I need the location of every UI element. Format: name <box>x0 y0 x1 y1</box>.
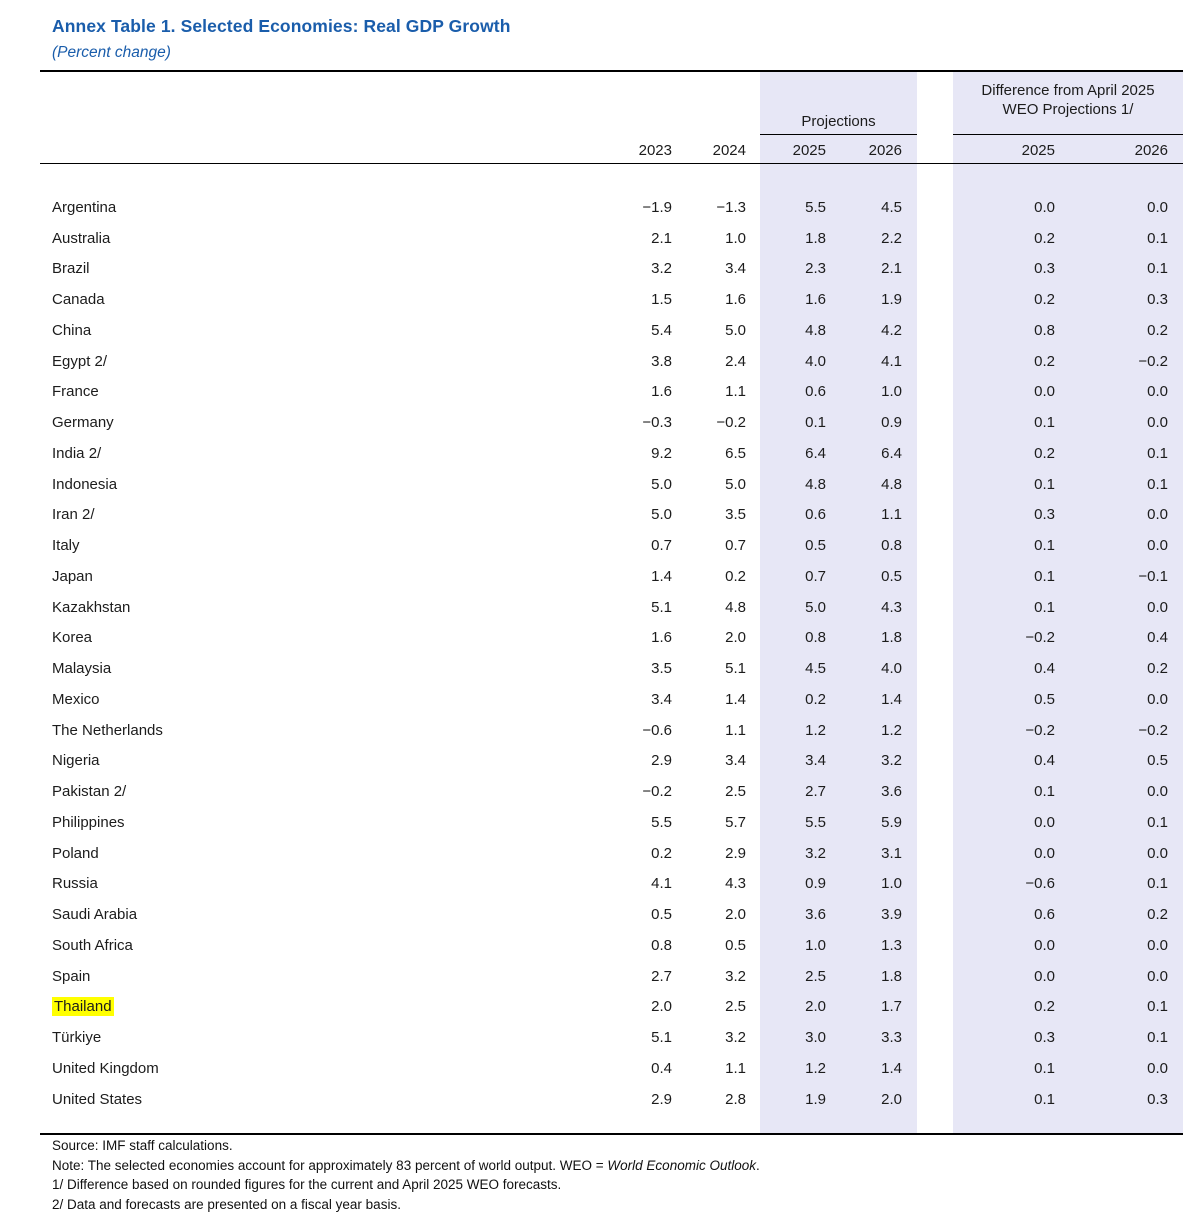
country-cell <box>40 906 480 923</box>
value-cell: 1.2 <box>805 1059 826 1077</box>
country-label: Argentina <box>52 198 117 216</box>
table-row <box>40 284 1183 315</box>
value-cell: 0.0 <box>1147 506 1168 524</box>
value-cell: 0.3 <box>1147 1090 1168 1108</box>
country-cell <box>40 199 480 216</box>
divider <box>760 134 917 135</box>
value-cell: 2.3 <box>805 260 826 278</box>
value-cell: 3.0 <box>805 1029 826 1047</box>
value-cell: 4.5 <box>881 198 902 216</box>
value-cell: 0.5 <box>651 906 672 924</box>
country-label: Philippines <box>52 813 125 831</box>
value-cell: −0.2 <box>716 414 746 432</box>
value-cell: 0.4 <box>651 1059 672 1077</box>
footnotes <box>52 1136 760 1214</box>
table-row <box>40 438 1183 469</box>
year-header-2025-projection: 2025 <box>792 141 826 159</box>
value-cell: 2.0 <box>881 1090 902 1108</box>
value-cell: 3.8 <box>651 352 672 370</box>
value-cell: 0.1 <box>1147 444 1168 462</box>
value-cell: 0.6 <box>1034 906 1055 924</box>
value-cell: 1.4 <box>881 690 902 708</box>
value-cell: 4.8 <box>805 475 826 493</box>
value-cell: 3.2 <box>725 967 746 985</box>
country-cell <box>40 845 480 862</box>
value-cell: 5.1 <box>725 660 746 678</box>
value-cell: 4.8 <box>805 321 826 339</box>
value-cell: 0.0 <box>1147 690 1168 708</box>
country-label: Japan <box>52 567 93 585</box>
value-cell: 3.5 <box>725 506 746 524</box>
value-cell: 0.1 <box>1147 475 1168 493</box>
value-cell: 1.8 <box>881 629 902 647</box>
table-subtitle: (Percent change) <box>52 44 171 61</box>
table-row <box>40 1084 1183 1115</box>
value-cell: 3.2 <box>881 752 902 770</box>
value-cell: 2.9 <box>725 844 746 862</box>
table-row <box>40 869 1183 900</box>
table-row <box>40 961 1183 992</box>
value-cell: 4.3 <box>881 598 902 616</box>
value-cell: 5.5 <box>651 813 672 831</box>
country-label: United Kingdom <box>52 1059 159 1077</box>
year-header-2026-difference: 2026 <box>1134 141 1168 159</box>
table-row <box>40 899 1183 930</box>
value-cell: −0.1 <box>1138 567 1168 585</box>
value-cell: 3.4 <box>725 260 746 278</box>
country-cell <box>40 506 480 523</box>
value-cell: 4.0 <box>881 660 902 678</box>
value-cell: 0.1 <box>1147 875 1168 893</box>
table-row <box>40 223 1183 254</box>
value-cell: −0.2 <box>1025 721 1055 739</box>
value-cell: 1.1 <box>725 1059 746 1077</box>
country-label: United States <box>52 1090 143 1108</box>
value-cell: 0.1 <box>1147 1029 1168 1047</box>
country-cell <box>40 814 480 831</box>
year-header-2025-difference: 2025 <box>1021 141 1055 159</box>
divider <box>40 163 1183 164</box>
value-cell: 0.2 <box>1147 321 1168 339</box>
value-cell: 0.0 <box>1147 198 1168 216</box>
year-header-row <box>40 140 1183 160</box>
table-row <box>40 192 1183 223</box>
value-cell: 1.8 <box>805 229 826 247</box>
value-cell: 0.1 <box>1147 813 1168 831</box>
value-cell: 4.1 <box>881 352 902 370</box>
value-cell: 0.0 <box>1034 936 1055 954</box>
country-label: South Africa <box>52 936 133 954</box>
value-cell: 1.7 <box>881 998 902 1016</box>
value-cell: 4.3 <box>725 875 746 893</box>
country-cell <box>40 1029 480 1046</box>
value-cell: 2.1 <box>881 260 902 278</box>
table-row <box>40 377 1183 408</box>
country-label: Spain <box>52 967 91 985</box>
value-cell: 6.5 <box>725 444 746 462</box>
value-cell: 3.5 <box>651 660 672 678</box>
value-cell: 1.6 <box>651 629 672 647</box>
table-row <box>40 315 1183 346</box>
country-label: India 2/ <box>52 444 102 462</box>
value-cell: 6.4 <box>805 444 826 462</box>
value-cell: 0.0 <box>1147 783 1168 801</box>
country-label: Poland <box>52 844 99 862</box>
value-cell: 0.5 <box>1147 752 1168 770</box>
value-cell: 0.5 <box>1034 690 1055 708</box>
country-cell <box>40 752 480 769</box>
country-cell <box>40 1091 480 1108</box>
table-row <box>40 407 1183 438</box>
country-cell <box>40 722 480 739</box>
country-label: Canada <box>52 291 105 309</box>
country-label: China <box>52 321 92 339</box>
value-cell: 5.0 <box>805 598 826 616</box>
country-cell <box>40 998 480 1015</box>
value-cell: 1.8 <box>881 967 902 985</box>
value-cell: 0.4 <box>1147 629 1168 647</box>
value-cell: 3.2 <box>651 260 672 278</box>
country-cell <box>40 568 480 585</box>
table-row <box>40 653 1183 684</box>
value-cell: 5.9 <box>881 813 902 831</box>
value-cell: 3.1 <box>881 844 902 862</box>
value-cell: 3.3 <box>881 1029 902 1047</box>
value-cell: 0.1 <box>1034 783 1055 801</box>
value-cell: 0.2 <box>1034 352 1055 370</box>
value-cell: 3.2 <box>805 844 826 862</box>
value-cell: 4.0 <box>805 352 826 370</box>
value-cell: 0.5 <box>725 936 746 954</box>
country-cell <box>40 537 480 554</box>
country-label: Malaysia <box>52 660 112 678</box>
value-cell: 5.1 <box>651 1029 672 1047</box>
value-cell: 2.0 <box>725 906 746 924</box>
value-cell: 4.8 <box>725 598 746 616</box>
footnote-note-italic: World Economic Outlook <box>607 1157 756 1173</box>
value-cell: 0.0 <box>1034 813 1055 831</box>
country-cell <box>40 414 480 431</box>
table-row <box>40 561 1183 592</box>
value-cell: 0.7 <box>651 537 672 555</box>
value-cell: 0.5 <box>881 567 902 585</box>
country-label: Italy <box>52 537 80 555</box>
value-cell: 1.5 <box>651 291 672 309</box>
value-cell: 1.0 <box>881 875 902 893</box>
value-cell: 0.2 <box>1034 444 1055 462</box>
country-cell <box>40 783 480 800</box>
value-cell: 5.5 <box>805 198 826 216</box>
difference-column-group-header <box>953 81 1183 119</box>
value-cell: 0.3 <box>1034 506 1055 524</box>
table-row <box>40 992 1183 1023</box>
country-cell <box>40 322 480 339</box>
value-cell: 0.1 <box>1034 475 1055 493</box>
value-cell: 0.3 <box>1034 1029 1055 1047</box>
country-label: Türkiye <box>52 1029 102 1047</box>
value-cell: 0.5 <box>805 537 826 555</box>
country-cell <box>40 660 480 677</box>
value-cell: −0.6 <box>642 721 672 739</box>
value-cell: 0.0 <box>1147 844 1168 862</box>
value-cell: 0.2 <box>1034 291 1055 309</box>
value-cell: 0.0 <box>1034 198 1055 216</box>
value-cell: 0.7 <box>805 567 826 585</box>
value-cell: −0.2 <box>1025 629 1055 647</box>
value-cell: 0.9 <box>805 875 826 893</box>
value-cell: 5.5 <box>805 813 826 831</box>
value-cell: 5.4 <box>651 321 672 339</box>
value-cell: 3.4 <box>725 752 746 770</box>
value-cell: 0.1 <box>1034 1090 1055 1108</box>
value-cell: −1.9 <box>642 198 672 216</box>
value-cell: 0.4 <box>1034 752 1055 770</box>
value-cell: 2.5 <box>725 998 746 1016</box>
value-cell: 0.0 <box>1034 967 1055 985</box>
value-cell: 2.2 <box>881 229 902 247</box>
value-cell: 6.4 <box>881 444 902 462</box>
value-cell: 0.0 <box>1147 414 1168 432</box>
footnote-source: Source: IMF staff calculations. <box>52 1138 233 1153</box>
country-label: Iran 2/ <box>52 506 95 524</box>
value-cell: 1.0 <box>881 383 902 401</box>
table-row <box>40 684 1183 715</box>
value-cell: 0.1 <box>1147 260 1168 278</box>
projections-column-group-header: Projections <box>801 113 876 130</box>
footnote-1: 1/ Difference based on rounded figures for the current and April 2025 WEO forecasts. <box>52 1177 562 1192</box>
value-cell: 0.6 <box>805 383 826 401</box>
table-row <box>40 930 1183 961</box>
country-label: Australia <box>52 229 111 247</box>
value-cell: 5.7 <box>725 813 746 831</box>
value-cell: −0.2 <box>1138 721 1168 739</box>
value-cell: 0.0 <box>1147 1059 1168 1077</box>
value-cell: 0.4 <box>1034 660 1055 678</box>
difference-header-line1: Difference from April 2025 <box>981 82 1155 99</box>
country-label: Kazakhstan <box>52 598 131 616</box>
value-cell: 0.2 <box>1147 660 1168 678</box>
value-cell: 0.2 <box>1147 906 1168 924</box>
value-cell: 2.7 <box>651 967 672 985</box>
value-cell: 3.4 <box>805 752 826 770</box>
value-cell: 2.5 <box>725 783 746 801</box>
value-cell: 0.0 <box>1034 844 1055 862</box>
value-cell: 0.1 <box>1147 998 1168 1016</box>
value-cell: 4.8 <box>881 475 902 493</box>
table-row <box>40 776 1183 807</box>
country-cell <box>40 691 480 708</box>
value-cell: 0.2 <box>725 567 746 585</box>
table-rows <box>40 192 1183 1115</box>
country-cell <box>40 1060 480 1077</box>
difference-header-line2: WEO Projections 1/ <box>1002 101 1134 118</box>
footnote-2: 2/ Data and forecasts are presented on a fiscal year basis. <box>52 1196 401 1212</box>
value-cell: −1.3 <box>716 198 746 216</box>
value-cell: 0.0 <box>1147 967 1168 985</box>
value-cell: −0.6 <box>1025 875 1055 893</box>
country-cell <box>40 260 480 277</box>
value-cell: 5.0 <box>725 321 746 339</box>
table-row <box>40 346 1183 377</box>
table-row <box>40 838 1183 869</box>
value-cell: 0.8 <box>881 537 902 555</box>
value-cell: 0.3 <box>1034 260 1055 278</box>
country-label: Saudi Arabia <box>52 906 138 924</box>
value-cell: 0.1 <box>1147 229 1168 247</box>
country-cell <box>40 937 480 954</box>
value-cell: 0.1 <box>805 414 826 432</box>
value-cell: 0.3 <box>1147 291 1168 309</box>
value-cell: 2.0 <box>805 998 826 1016</box>
country-cell <box>40 968 480 985</box>
value-cell: 0.0 <box>1147 383 1168 401</box>
country-cell <box>40 230 480 247</box>
table-row <box>40 500 1183 531</box>
value-cell: 1.6 <box>725 291 746 309</box>
value-cell: 3.2 <box>725 1029 746 1047</box>
table-title: Annex Table 1. Selected Economies: Real GDP Growth <box>52 16 511 36</box>
country-cell <box>40 476 480 493</box>
country-cell <box>40 291 480 308</box>
value-cell: 2.7 <box>805 783 826 801</box>
value-cell: −0.2 <box>642 783 672 801</box>
value-cell: −0.3 <box>642 414 672 432</box>
value-cell: 3.9 <box>881 906 902 924</box>
country-label: Indonesia <box>52 475 118 493</box>
value-cell: 1.3 <box>881 936 902 954</box>
value-cell: 4.1 <box>651 875 672 893</box>
divider <box>953 134 1183 135</box>
value-cell: 4.2 <box>881 321 902 339</box>
value-cell: 0.0 <box>1034 383 1055 401</box>
gdp-growth-table <box>40 70 1183 1135</box>
country-label: France <box>52 383 99 401</box>
value-cell: 1.0 <box>725 229 746 247</box>
value-cell: 0.8 <box>1034 321 1055 339</box>
value-cell: 1.0 <box>805 936 826 954</box>
table-row <box>40 1022 1183 1053</box>
value-cell: 5.0 <box>651 475 672 493</box>
country-label: Germany <box>52 414 114 432</box>
table-row <box>40 623 1183 654</box>
value-cell: 0.8 <box>651 936 672 954</box>
table-row <box>40 715 1183 746</box>
value-cell: 1.1 <box>725 721 746 739</box>
value-cell: 5.0 <box>651 506 672 524</box>
value-cell: 3.6 <box>881 783 902 801</box>
value-cell: 0.9 <box>881 414 902 432</box>
value-cell: 2.9 <box>651 752 672 770</box>
value-cell: 1.1 <box>725 383 746 401</box>
value-cell: 2.4 <box>725 352 746 370</box>
year-header-2024: 2024 <box>712 141 746 159</box>
value-cell: 2.8 <box>725 1090 746 1108</box>
country-label: Brazil <box>52 260 90 278</box>
value-cell: 1.6 <box>805 291 826 309</box>
value-cell: 0.1 <box>1034 414 1055 432</box>
value-cell: 2.9 <box>651 1090 672 1108</box>
table-row <box>40 592 1183 623</box>
value-cell: 3.4 <box>651 690 672 708</box>
value-cell: 2.5 <box>805 967 826 985</box>
value-cell: 0.2 <box>651 844 672 862</box>
value-cell: 0.2 <box>1034 998 1055 1016</box>
table-row <box>40 530 1183 561</box>
country-label: Egypt 2/ <box>52 352 108 370</box>
value-cell: 1.4 <box>881 1059 902 1077</box>
value-cell: 0.0 <box>1147 537 1168 555</box>
year-header-2023: 2023 <box>638 141 672 159</box>
table-row <box>40 807 1183 838</box>
country-label: Pakistan 2/ <box>52 783 127 801</box>
value-cell: 0.1 <box>1034 567 1055 585</box>
value-cell: 0.8 <box>805 629 826 647</box>
value-cell: 0.6 <box>805 506 826 524</box>
country-cell <box>40 629 480 646</box>
table-row <box>40 254 1183 285</box>
value-cell: 3.6 <box>805 906 826 924</box>
value-cell: 0.1 <box>1034 598 1055 616</box>
country-label: Nigeria <box>52 752 100 770</box>
value-cell: 0.2 <box>1034 229 1055 247</box>
country-label: The Netherlands <box>52 721 163 739</box>
country-cell <box>40 445 480 462</box>
country-label-highlighted: Thailand <box>54 998 112 1016</box>
table-row <box>40 746 1183 777</box>
country-label: Mexico <box>52 690 100 708</box>
value-cell: 1.2 <box>805 721 826 739</box>
country-label: Korea <box>52 629 93 647</box>
value-cell: 1.1 <box>881 506 902 524</box>
country-cell <box>40 383 480 400</box>
value-cell: 5.1 <box>651 598 672 616</box>
country-cell <box>40 599 480 616</box>
value-cell: 1.9 <box>881 291 902 309</box>
table-row <box>40 1053 1183 1084</box>
value-cell: 1.4 <box>725 690 746 708</box>
value-cell: 2.0 <box>725 629 746 647</box>
footnote-note: Note: The selected economies account for approximately 83 percent of world output. WEO = World Economic Outlook. <box>52 1157 760 1173</box>
value-cell: 1.2 <box>881 721 902 739</box>
value-cell: 0.1 <box>1034 537 1055 555</box>
value-cell: 4.5 <box>805 660 826 678</box>
year-header-2026-projection: 2026 <box>868 141 902 159</box>
value-cell: 0.0 <box>1147 936 1168 954</box>
country-cell <box>40 875 480 892</box>
value-cell: 0.1 <box>1034 1059 1055 1077</box>
value-cell: 2.0 <box>651 998 672 1016</box>
value-cell: 0.7 <box>725 537 746 555</box>
value-cell: −0.2 <box>1138 352 1168 370</box>
value-cell: 0.2 <box>805 690 826 708</box>
value-cell: 1.4 <box>651 567 672 585</box>
value-cell: 5.0 <box>725 475 746 493</box>
value-cell: 2.1 <box>651 229 672 247</box>
country-label: Russia <box>52 875 98 893</box>
value-cell: 1.9 <box>805 1090 826 1108</box>
value-cell: 0.0 <box>1147 598 1168 616</box>
country-cell <box>40 353 480 370</box>
value-cell: 9.2 <box>651 444 672 462</box>
value-cell: 1.6 <box>651 383 672 401</box>
table-row <box>40 469 1183 500</box>
